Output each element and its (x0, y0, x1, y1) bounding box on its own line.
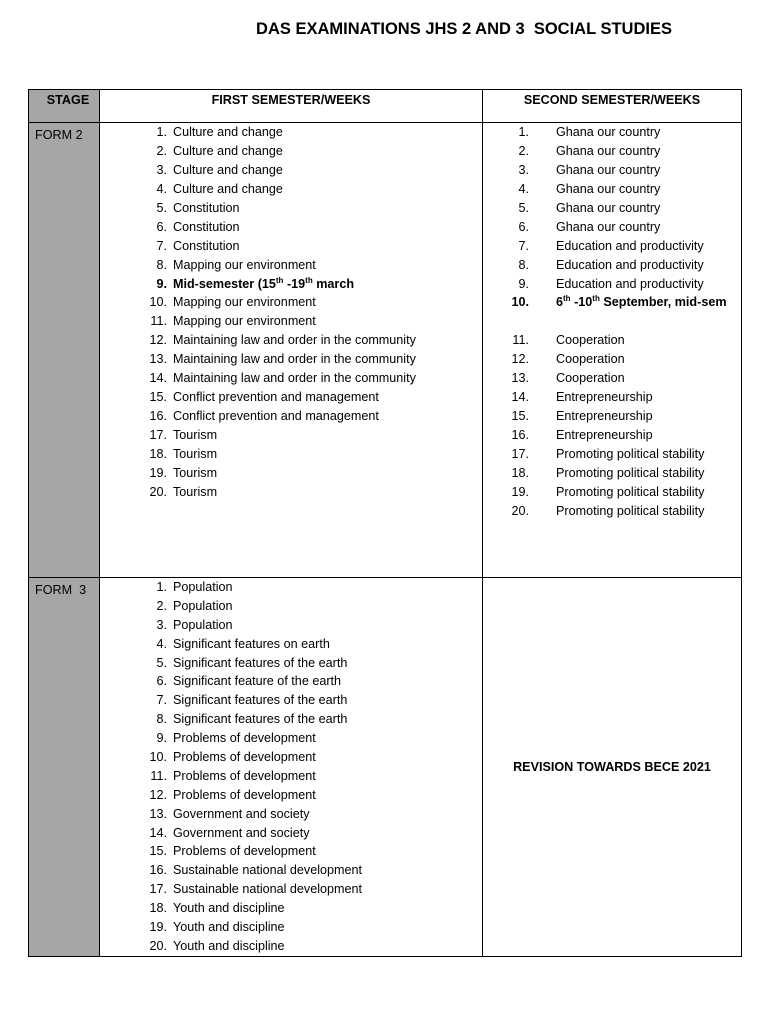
week-topic: Mapping our environment (173, 295, 316, 310)
form2-second-semester-cell (483, 123, 742, 578)
week-topic (173, 275, 354, 294)
week-topic (556, 293, 731, 312)
week-item (483, 293, 741, 331)
week-number: 15. (149, 844, 167, 859)
week-number: 11. (512, 333, 529, 348)
topic-text: march (312, 276, 355, 291)
week-topic: Conflict prevention and management (173, 390, 379, 405)
week-number: 3. (518, 162, 529, 177)
week-topic: Constitution (173, 238, 240, 253)
week-number: 9. (518, 276, 529, 291)
week-topic: Constitution (173, 200, 240, 215)
week-item (100, 218, 482, 237)
week-item (483, 275, 741, 294)
week-number: 16. (511, 428, 529, 443)
week-number: 4. (518, 181, 529, 196)
topic-text: -19 (283, 276, 306, 291)
week-topic: Youth and discipline (173, 901, 285, 916)
week-number: 11. (150, 768, 167, 783)
second-semester-header: SECOND SEMESTER/WEEKS (483, 90, 742, 123)
week-item (100, 350, 482, 369)
week-number: 12. (511, 352, 529, 367)
week-number: 19. (149, 920, 167, 935)
week-item (483, 483, 741, 502)
week-item (100, 918, 482, 937)
week-number: 4. (156, 636, 167, 651)
week-item (483, 199, 741, 218)
week-number: 10. (149, 295, 167, 310)
week-item (100, 729, 482, 748)
week-item (483, 161, 741, 180)
week-topic: Entrepreneurship (556, 409, 653, 424)
week-number: 6. (156, 674, 167, 689)
week-topic: Tourism (173, 428, 218, 442)
superscript: th (592, 294, 600, 304)
week-number: 5. (156, 655, 167, 670)
week-number: 2. (156, 143, 167, 158)
week-topic: Promoting political stability (556, 466, 705, 480)
week-topic: Promoting political stability (556, 503, 705, 518)
week-number: 3. (156, 162, 167, 177)
week-number: 10. (149, 750, 167, 765)
week-item (100, 805, 482, 824)
week-item (483, 256, 741, 275)
week-number: 18. (149, 446, 167, 461)
week-number: 7. (518, 238, 529, 253)
week-number: 7. (156, 693, 167, 708)
week-item (100, 710, 482, 729)
week-topic: Education and productivity (556, 276, 704, 291)
week-topic: Youth and discipline (173, 938, 285, 953)
week-number: 15. (511, 409, 529, 424)
week-number: 18. (149, 901, 167, 916)
week-item (100, 123, 482, 142)
week-number: 9. (156, 731, 167, 746)
week-number: 2. (518, 143, 529, 158)
week-item (100, 824, 482, 843)
week-topic: Ghana our country (556, 143, 661, 158)
week-number: 20. (511, 503, 529, 518)
week-item (100, 691, 482, 710)
week-topic: Significant features on earth (173, 636, 330, 651)
week-number: 13. (511, 371, 529, 386)
week-item (483, 218, 741, 237)
week-topic: Culture and change (173, 125, 283, 139)
week-number: 17. (149, 882, 167, 897)
week-number: 6. (518, 219, 529, 234)
week-number: 14. (511, 390, 529, 405)
week-item (100, 161, 482, 180)
week-topic: Government and society (173, 806, 310, 821)
week-number: 9. (156, 276, 167, 291)
week-topic: Maintaining law and order in the community (173, 371, 416, 386)
form3-stage-label: FORM 3 (29, 578, 100, 957)
week-topic: Maintaining law and order in the community (173, 333, 416, 348)
stage-header: STAGE (29, 90, 100, 123)
topic-text: September, mid-sem (599, 295, 727, 310)
week-topic: Tourism (173, 446, 218, 461)
week-item (100, 293, 482, 312)
week-item (100, 369, 482, 388)
document-title: DAS EXAMINATIONS JHS 2 AND 3 SOCIAL STUDIES (256, 20, 672, 38)
header-row (29, 90, 742, 123)
week-topic: Sustainable national development (173, 863, 363, 878)
week-item (483, 180, 741, 199)
week-number: 8. (518, 257, 529, 272)
form3-first-semester-cell (100, 578, 483, 957)
week-topic: Tourism (173, 484, 218, 499)
week-topic: Constitution (173, 219, 240, 234)
week-item (483, 123, 741, 142)
week-number: 16. (149, 863, 167, 878)
week-number: 8. (156, 712, 167, 727)
week-number: 12. (149, 787, 167, 802)
week-topic: Culture and change (173, 181, 283, 196)
week-item (100, 597, 482, 616)
week-item (100, 199, 482, 218)
week-number: 1. (156, 125, 167, 139)
week-number: 5. (518, 200, 529, 215)
week-item (100, 426, 482, 445)
week-item (483, 142, 741, 161)
week-number: 12. (149, 333, 167, 348)
week-topic: Problems of development (173, 731, 316, 746)
week-number: 14. (149, 371, 167, 386)
week-number: 15. (149, 390, 167, 405)
week-topic: Maintaining law and order in the community (173, 352, 416, 367)
week-topic: Ghana our country (556, 200, 661, 215)
week-item (100, 275, 482, 294)
form2-second-semester-list (483, 123, 741, 521)
week-topic: Problems of development (173, 844, 316, 859)
week-topic: Significant features of the earth (173, 712, 348, 727)
week-item (100, 483, 482, 502)
form2-first-semester-cell (100, 123, 483, 578)
week-topic: Population (173, 580, 233, 594)
week-number: 1. (156, 580, 167, 594)
week-number: 19. (149, 465, 167, 480)
week-item (100, 331, 482, 350)
week-number: 10. (511, 295, 529, 310)
week-topic: Conflict prevention and management (173, 409, 379, 424)
week-number: 5. (156, 200, 167, 215)
week-number: 4. (156, 181, 167, 196)
week-number: 3. (156, 617, 167, 632)
week-item (483, 331, 741, 350)
week-item (100, 861, 482, 880)
form3-revision-cell: REVISION TOWARDS BECE 2021 (483, 578, 742, 957)
superscript: th (563, 294, 571, 304)
week-topic: Sustainable national development (173, 882, 363, 897)
week-topic: Tourism (173, 465, 218, 480)
topic-text: -10 (570, 295, 593, 310)
week-item (100, 237, 482, 256)
week-item (483, 426, 741, 445)
week-topic: Entrepreneurship (556, 390, 653, 405)
form2-first-semester-list (100, 123, 482, 502)
week-topic: Mapping our environment (173, 257, 316, 272)
week-item (483, 350, 741, 369)
week-topic: Culture and change (173, 143, 283, 158)
week-number: 1. (518, 125, 529, 139)
week-topic: Ghana our country (556, 162, 661, 177)
week-number: 20. (149, 484, 167, 499)
week-number: 11. (150, 314, 167, 329)
week-item (100, 767, 482, 786)
week-number: 16. (149, 409, 167, 424)
week-item (100, 937, 482, 956)
week-number: 2. (156, 598, 167, 613)
week-number: 19. (511, 484, 529, 499)
topic-text: 6 (556, 295, 564, 310)
week-item (483, 464, 741, 483)
week-item (100, 748, 482, 767)
week-topic: Problems of development (173, 750, 316, 765)
week-topic: Population (173, 617, 233, 632)
week-topic: Promoting political stability (556, 484, 705, 499)
week-item (483, 369, 741, 388)
week-topic: Population (173, 598, 233, 613)
week-topic: Cooperation (556, 371, 625, 386)
first-semester-header: FIRST SEMESTER/WEEKS (100, 90, 483, 123)
week-number: 6. (156, 219, 167, 234)
week-topic: Significant features of the earth (173, 693, 348, 708)
week-topic: Problems of development (173, 787, 316, 802)
week-item (100, 256, 482, 275)
week-topic: Entrepreneurship (556, 428, 653, 443)
week-topic: Promoting political stability (556, 447, 705, 462)
week-item (100, 407, 482, 426)
week-topic: Education and productivity (556, 238, 704, 253)
week-topic: Youth and discipline (173, 920, 285, 935)
week-item (483, 237, 741, 256)
week-number: 18. (511, 466, 529, 480)
superscript: th (305, 275, 313, 285)
week-item (100, 142, 482, 161)
week-number: 17. (511, 447, 529, 462)
form3-first-semester-list (100, 578, 482, 956)
week-item (100, 672, 482, 691)
week-item (483, 502, 741, 521)
week-item (100, 445, 482, 464)
week-item (100, 899, 482, 918)
form2-stage-label: FORM 2 (29, 123, 100, 578)
week-item (100, 578, 482, 597)
week-item (100, 654, 482, 673)
week-topic: Cooperation (556, 333, 625, 348)
syllabus-table (28, 89, 742, 957)
week-number: 17. (149, 428, 167, 442)
week-item (100, 388, 482, 407)
week-number: 20. (149, 938, 167, 953)
week-item (100, 842, 482, 861)
week-item (100, 786, 482, 805)
week-item (100, 635, 482, 654)
week-topic: Cooperation (556, 352, 625, 367)
week-topic: Significant features of the earth (173, 655, 348, 670)
week-item (483, 445, 741, 464)
week-topic: Ghana our country (556, 219, 661, 234)
week-item (100, 880, 482, 899)
superscript: th (275, 275, 284, 285)
week-topic: Significant feature of the earth (173, 674, 342, 689)
week-item (483, 388, 741, 407)
week-topic: Ghana our country (556, 181, 661, 196)
week-number: 13. (149, 352, 167, 367)
week-topic: Education and productivity (556, 257, 704, 272)
week-number: 7. (156, 238, 167, 253)
topic-text: Mid-semester (15 (173, 276, 276, 291)
form2-row (29, 123, 742, 578)
week-number: 13. (149, 806, 167, 821)
week-item (100, 464, 482, 483)
week-topic: Ghana our country (556, 125, 661, 139)
week-number: 14. (149, 825, 167, 840)
week-topic: Government and society (173, 825, 310, 840)
week-topic: Problems of development (173, 768, 316, 783)
week-number: 8. (156, 257, 167, 272)
week-item (483, 407, 741, 426)
form3-row (29, 578, 742, 957)
week-item (100, 312, 482, 331)
week-topic: Mapping our environment (173, 314, 316, 329)
week-item (100, 180, 482, 199)
week-item (100, 616, 482, 635)
week-topic: Culture and change (173, 162, 283, 177)
